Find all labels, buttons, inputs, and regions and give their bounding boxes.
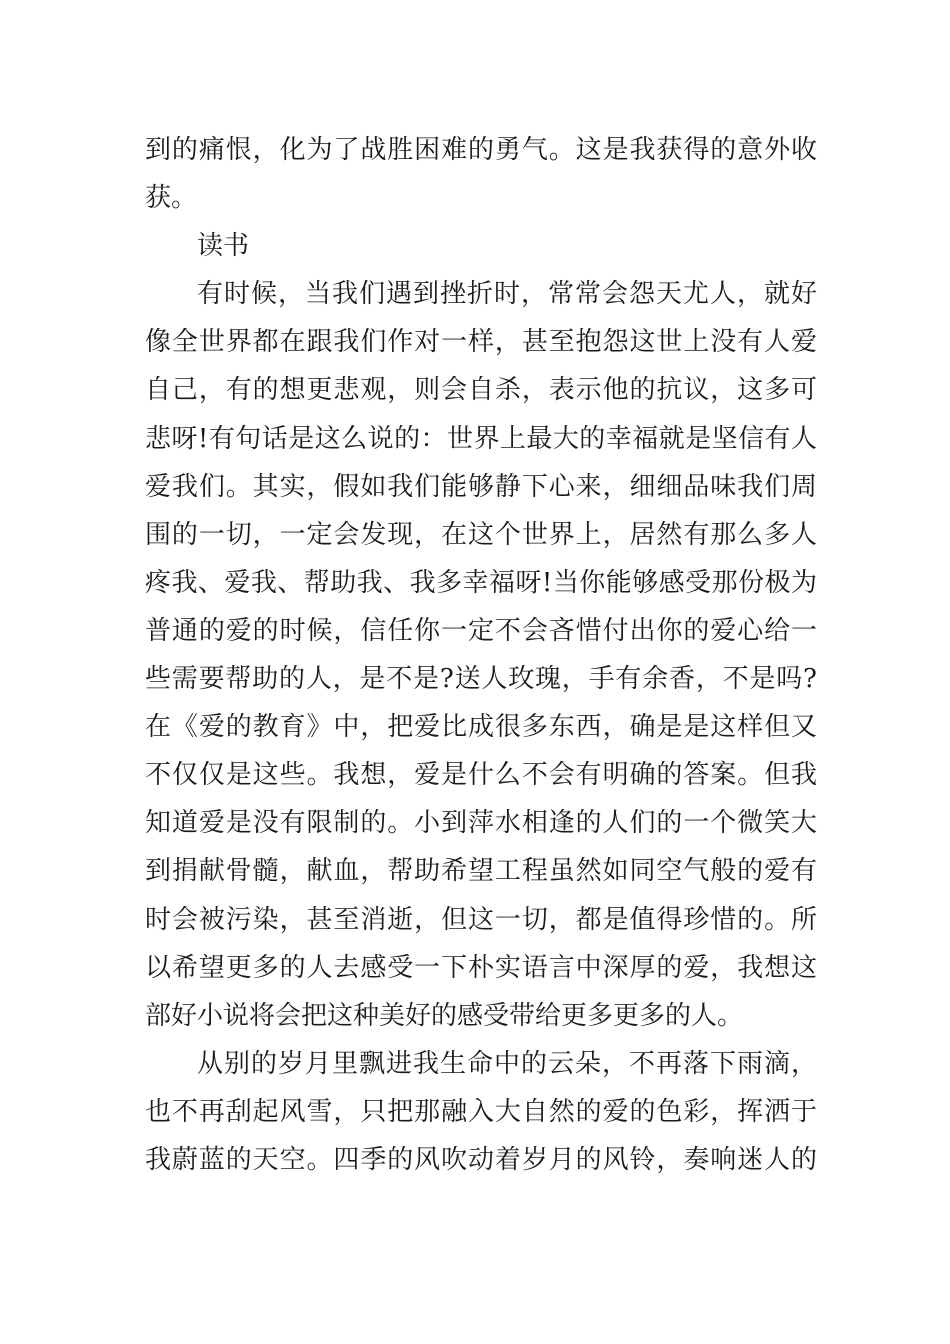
text-line: 像全世界都在跟我们作对一样，甚至抱怨这世上没有人爱	[145, 327, 817, 358]
body-text	[145, 126, 817, 1184]
text-line: 在《爱的教育》中，把爱比成很多东西，确是是这样但又	[145, 712, 817, 743]
text-line: 些需要帮助的人，是不是?送人玫瑰，手有余香，不是吗?	[145, 664, 817, 695]
text-line: 获。	[145, 183, 198, 214]
text-line: 自己，有的想更悲观，则会自杀，表示他的抗议，这多可	[145, 375, 817, 406]
text-line: 我蔚蓝的天空。四季的风吹动着岁月的风铃，奏响迷人的	[145, 1144, 817, 1175]
text-line: 到捐献骨髓，献血，帮助希望工程虽然如同空气般的爱有	[145, 856, 817, 887]
text-line: 时会被污染，甚至消逝，但这一切，都是值得珍惜的。所	[145, 904, 817, 935]
text-line: 有时候，当我们遇到挫折时，常常会怨天尤人，就好	[197, 279, 817, 310]
paragraph	[145, 126, 817, 222]
text-line: 知道爱是没有限制的。小到萍水相逢的人们的一个微笑大	[145, 808, 817, 839]
text-line: 普通的爱的时候，信任你一定不会吝惜付出你的爱心给一	[145, 615, 817, 646]
text-line: 也不再刮起风雪，只把那融入大自然的爱的色彩，挥洒于	[145, 1096, 817, 1127]
text-line: 以希望更多的人去感受一下朴实语言中深厚的爱，我想这	[145, 952, 817, 983]
text-line: 到的痛恨，化为了战胜困难的勇气。这是我获得的意外收	[145, 135, 817, 165]
text-line: 疼我、爱我、帮助我、我多幸福呀!当你能够感受那份极为	[145, 567, 817, 598]
text-line: 不仅仅是这些。我想，爱是什么不会有明确的答案。但我	[145, 760, 817, 791]
text-line: 悲呀!有句话是这么说的：世界上最大的幸福就是坚信有人	[145, 423, 817, 454]
section-heading	[145, 222, 817, 270]
paragraph	[145, 270, 817, 1040]
paragraph	[145, 1040, 817, 1184]
text-line: 围的一切，一定会发现，在这个世界上，居然有那么多人	[145, 519, 817, 550]
text-line: 部好小说将会把这种美好的感受带给更多更多的人。	[145, 1000, 744, 1031]
text-line: 从别的岁月里飘进我生命中的云朵，不再落下雨滴，	[197, 1048, 817, 1079]
heading-line: 读书	[197, 231, 250, 262]
text-line: 爱我们。其实，假如我们能够静下心来，细细品味我们周	[145, 471, 817, 502]
